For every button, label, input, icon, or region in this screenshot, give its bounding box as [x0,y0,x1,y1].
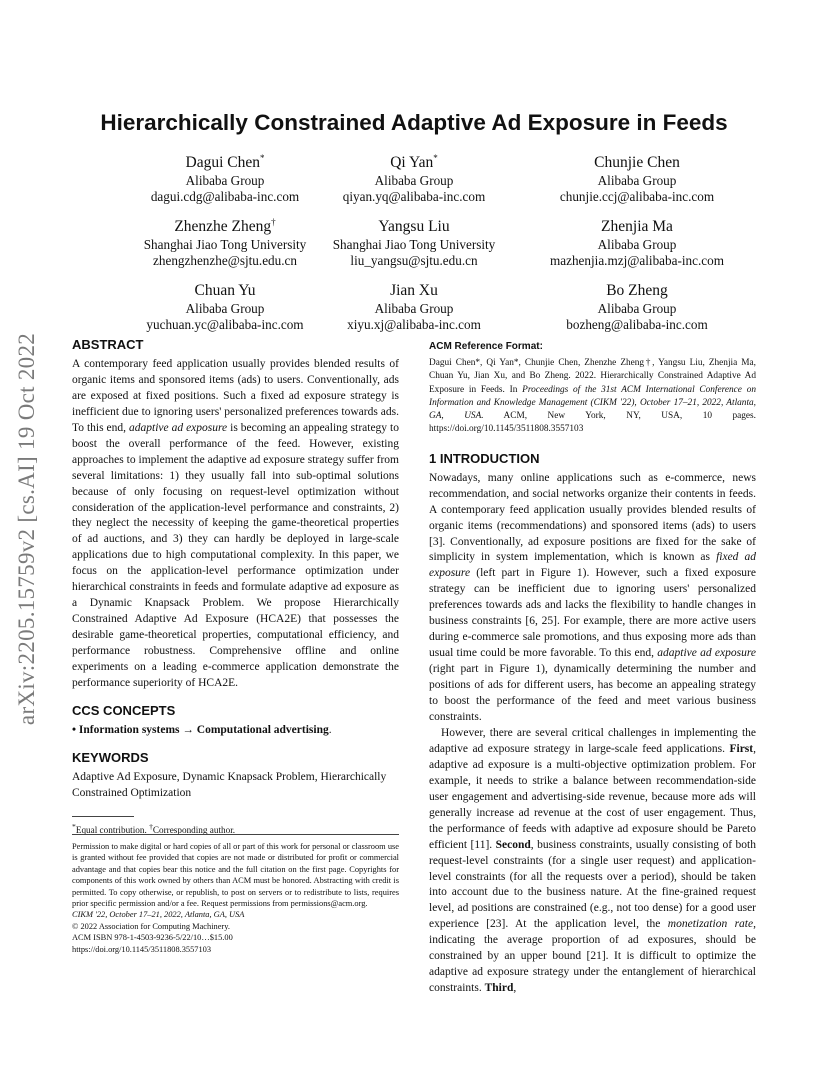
author-block [294,212,534,269]
author-email: xiyu.xj@alibaba-inc.com [347,317,481,333]
author-block [517,212,757,269]
introduction-heading: 1 INTRODUCTION [429,450,540,466]
author-name: Dagui Chen* [185,153,265,172]
permission-block [72,834,399,955]
doi-link[interactable]: https://doi.org/10.1145/3511808.3557103 [72,944,212,954]
author-block [517,276,757,333]
author-email: liu_yangsu@sjtu.edu.cn [350,253,478,269]
abstract-heading: ABSTRACT [72,337,144,352]
author-email: dagui.cdg@alibaba-inc.com [150,189,300,205]
author-affiliation: Alibaba Group [597,173,677,189]
keywords-text: Adaptive Ad Exposure, Dynamic Knapsack Problem, Hierarchically Constrained Optimization [72,770,387,799]
left-column [72,337,399,836]
ccs-heading: CCS CONCEPTS [72,702,176,718]
author-name: Yangsu Liu [378,218,450,236]
abstract-text: A contemporary feed application usually provides blended results of organic items and sponsored items (ads) to users. Conventionally, ads are exposed at fixed positions. Such a fixed ad exposure strategy is inefficient due to ignoring users' personalized preferences towards ads. To this end, adaptive ad exposure is becoming an appealing strategy to boost the overall performance of the feed. However, existing approaches to implement the adaptive ad exposure strategy suffer from several limitations: 1) they usually fall into sub-optimal solutions because of only focusing on request-level optimization without consideration of the application-level performance and constraints, 2) they neglect the necessity of keeping the game-theoretical properties of ad auctions, and 3) they can hardly be deployed in large-scale applications due to high computational complexity. In this paper, we focus on the application-level performance optimization under hierarchical constraints in feeds and formulate adaptive ad exposure as a Dynamic Knapsack Problem. We propose Hierarchically Constrained Adaptive Ad Exposure (HCA2E) that possesses the desirable game-theoretical properties, computational efficiency, and performance robustness. Comprehensive offline and online experiments on a leading e-commerce application demonstrate the performance superiority of HCA2E. [72,357,399,690]
isbn: ACM ISBN 978-1-4503-9236-5/22/10…$15.00 [72,933,233,943]
acm-reference-text: Dagui Chen*, Qi Yan*, Chunjie Chen, Zhenzhe Zheng†, Yangsu Liu, Zhenjia Ma, Chuan Yu, Jian Xu, and Bo Zheng. 2022. Hierarchically Constrained Adaptive Ad Exposure in Feeds. In Proceedings of the 31st ACM International Conference on Information and Knowledge Management (CIKM '22), October 17–21, 2022, Atlanta, GA, USA. ACM, New York, NY, USA, 10 pages. https://doi.org/10.1145/3511808.3557103 [429,357,756,435]
author-name: Bo Zheng [606,282,668,300]
author-affiliation: Shanghai Jiao Tong University [332,237,496,253]
author-email: yuchuan.yc@alibaba-inc.com [146,317,304,333]
author-block [517,148,757,205]
author-email: mazhenjia.mzj@alibaba-inc.com [550,253,724,269]
author-affiliation: Alibaba Group [597,301,677,317]
author-name: Jian Xu [390,282,438,300]
permission-rule [72,834,399,835]
footnote: *Equal contribution. †Corresponding author. [72,821,236,835]
right-column [429,339,756,997]
keywords-heading: KEYWORDS [72,749,149,765]
intro-paragraph-1: Nowadays, many online applications such as e-commerce, news recommendation, and social networks organize their contents in feeds. A contemporary feed application usually provides blended results of organic items (recommendations) and sponsored items (ads) to users [3]. Conventionally, ad exposure positions are fixed for the sake of simplicity in system implementation, which is known as fixed ad exposure (left part in Figure 1). However, such a fixed exposure strategy can be inefficient due to ignoring users' personalized preferences towards ads and lacks the flexibility to handle changes in business constraints [6, 25]. For example, there are more active users during e-commerce sale promotions, and thus exposing more ads than usual time could be more favorable. To this end, adaptive ad exposure (right part in Figure 1), dynamically determining the number and positions of ads for different users, has become an appealing strategy to boost the performance of the feed and meet various business constraints. [429,471,756,723]
author-name: Zhenjia Ma [601,218,673,236]
author-affiliation: Alibaba Group [185,173,265,189]
author-affiliation: Alibaba Group [597,237,677,253]
author-name: Chunjie Chen [594,154,680,172]
author-affiliation: Alibaba Group [374,301,454,317]
permission-notice: Permission to make digital or hard copies of all or part of this work for personal or classroom use is granted without fee provided that copies are not made or distributed for profit or commercial advantage and that copies bear this notice and the full citation on the first page. Copyrights for components of this work owned by others than ACM must be honored. Abstracting with credit is permitted. To copy otherwise, or republish, to post on servers or to redistribute to lists, requires prior specific permission and/or a fee. Request permissions from permissions@acm.org. [72,842,399,909]
ccs-text: • Information systems → Computational advertising. [72,723,332,736]
author-email: qiyan.yq@alibaba-inc.com [342,189,486,205]
author-block [294,276,534,333]
author-affiliation: Alibaba Group [185,301,265,317]
author-affiliation: Shanghai Jiao Tong University [143,237,307,253]
paper-title: Hierarchically Constrained Adaptive Ad Exposure in Feeds [100,110,728,135]
author-name: Chuan Yu [194,282,256,300]
arxiv-identifier [2,294,52,764]
footnote-rule [72,816,134,817]
intro-paragraph-2: However, there are several critical challenges in implementing the adaptive ad exposure strategy in large-scale feed applications. First, adaptive ad exposure is a multi-objective optimization problem. For example, it needs to strike a balance between recommendation-side user engagement and advertising-side revenue, because more ads will generally increase ad revenue at the cost of user engagement. Thus, the performance of feeds with adaptive ad exposure should be Pareto efficient [11]. Second, business constraints, usually consisting of both request-level constraints (for a single user request) and application-level constraints (for all the requests over a period), should be taken into account due to the business nature. At the fine-grained request level, ad positions are constrained (e.g., not too dense) for a good user experience [23]. At the application level, the monetization rate, indicating the average proportion of ad exposures, should be constrained by an upper bound [21]. It is difficult to optimize the adaptive ad exposure strategy under the entanglement of hierarchical constraints. Third, [429,726,756,995]
author-block [294,148,534,205]
acm-reference-heading: ACM Reference Format: [429,341,543,352]
author-email: bozheng@alibaba-inc.com [566,317,708,333]
author-name: Zhenzhe Zheng† [174,217,276,236]
conference-info: CIKM '22, October 17–21, 2022, Atlanta, GA, USA [72,910,245,920]
author-name: Qi Yan* [390,153,438,172]
author-email: zhengzhenzhe@sjtu.edu.cn [153,253,297,269]
author-affiliation: Alibaba Group [374,173,454,189]
arxiv-identifier-text: arXiv:2205.15759v2 [cs.AI] 19 Oct 2022 [14,332,39,726]
copyright: © 2022 Association for Computing Machinery. [72,921,230,931]
author-email: chunjie.ccj@alibaba-inc.com [559,189,715,205]
